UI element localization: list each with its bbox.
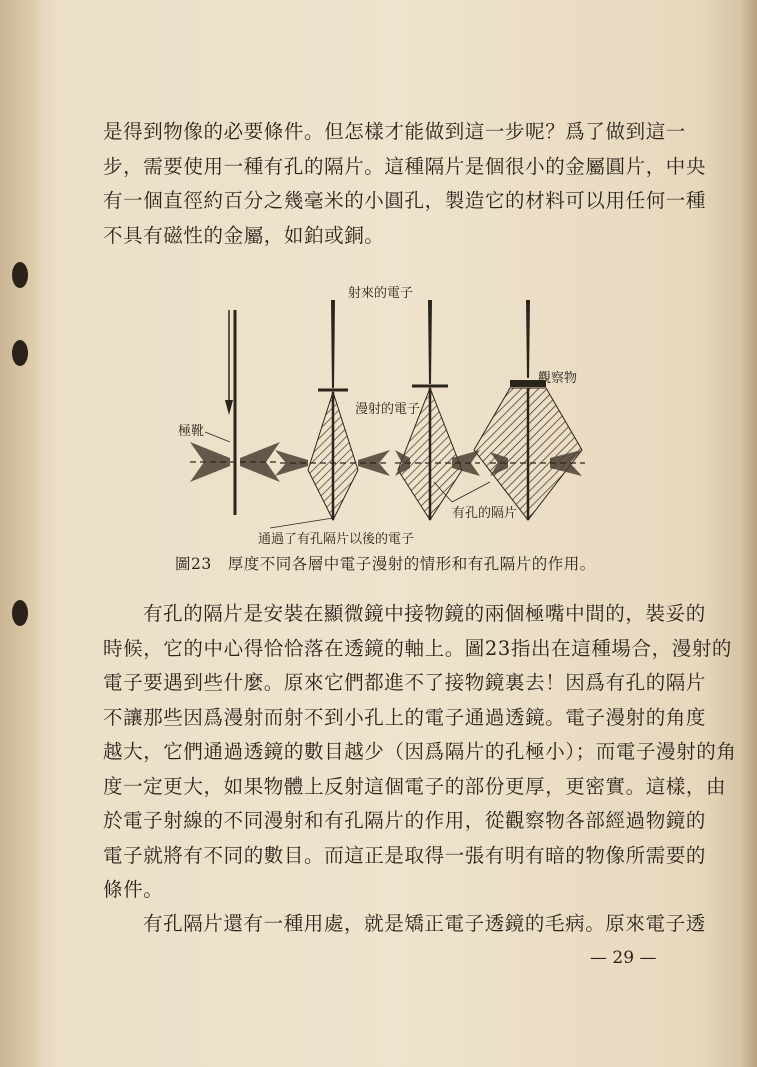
text-line: 條件。 (103, 878, 164, 901)
page-edge-shadow (741, 0, 757, 1067)
label-pole-piece: 極靴 (178, 424, 205, 439)
text-line: 步，需要使用一種有孔的隔片。這種隔片是個很小的金屬圓片，中央 (103, 154, 707, 178)
text-line: 是得到物像的必要條件。但怎樣才能做到這一步呢？爲了做到這一 (103, 120, 686, 143)
text-line: 有一個直徑約百分之幾毫米的小圓孔，製造它的材料可以用任何一種 (103, 189, 707, 212)
text-line: 不具有磁性的金屬，如鉑或銅。 (103, 223, 385, 247)
binding-hole (12, 600, 28, 626)
label-scattered-electrons: 漫射的電子 (355, 402, 421, 417)
beam-1 (190, 310, 280, 515)
label-passed-electrons: 通過了有孔隔片以後的電子 (258, 532, 415, 547)
page-number: — 29 — (590, 948, 657, 968)
text-line: 電子要遇到些什麼。原來它們都進不了接物鏡裏去！因爲有孔的隔片 (103, 671, 707, 694)
binding-hole (12, 262, 28, 288)
label-incoming-electrons: 射來的電子 (348, 286, 414, 301)
text-line: 電子就將有不同的數目。而這正是取得一張有明有暗的物像所需要的 (103, 843, 707, 867)
text-line: 度一定更大，如果物體上反射這個電子的部份更厚，更密實。這樣，由 (103, 774, 727, 798)
text-line: 時候，它的中心得恰恰落在透鏡的軸上。圖23指出在這種場合，漫射的 (103, 636, 733, 660)
paragraph-1 (103, 115, 707, 253)
book-spine (0, 0, 42, 1067)
beam-4 (474, 300, 585, 520)
figure-caption: 圖23 厚度不同各層中電子漫射的情形和有孔隔片的作用。 (175, 555, 596, 573)
paragraph-2 (103, 597, 737, 908)
figure-23 (178, 270, 590, 550)
binding-hole (12, 340, 28, 366)
text-line: 於電子射線的不同漫射和有孔隔片的作用，從觀察物各部經過物鏡的 (103, 809, 707, 832)
paragraph-3 (103, 907, 706, 942)
text-line: 有孔隔片還有一種用處，就是矯正電子透鏡的毛病。原來電子透 (143, 912, 706, 935)
label-observed-object: 觀察物 (538, 371, 578, 386)
text-line: 越大，它們通過透鏡的數目越少（因爲隔片的孔極小）；而電子漫射的角 (103, 740, 737, 763)
text-line: 不讓那些因爲漫射而射不到小孔上的電子通過透鏡。電子漫射的角度 (103, 705, 707, 729)
text-line: 有孔的隔片是安裝在顯微鏡中接物鏡的兩個極嘴中間的，裝妥的 (143, 602, 706, 625)
label-aperture-plate: 有孔的隔片 (452, 506, 518, 521)
